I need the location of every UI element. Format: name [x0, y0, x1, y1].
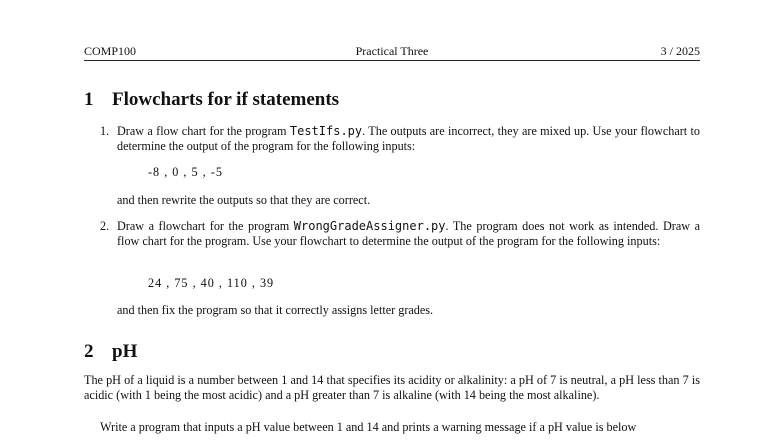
- followup-text: and then fix the program so that it correctly assigns letter grades.: [117, 303, 434, 317]
- list-item-text: Draw a flowchart for the program WrongGradeAssigner.py. The program does not work as intended. Draw a flow chart for the program. Use your flowchart to determine the output of the program for the following inputs:: [117, 219, 700, 248]
- section-title: pH: [112, 341, 138, 362]
- list-item: [100, 219, 700, 249]
- list-item-text: Draw a flow chart for the program TestIfs.py. The outputs are incorrect, they are mixed up. Use your flowchart to determine the output of the program for the following inputs:: [117, 124, 700, 153]
- test-inputs: -8 , 0 , 5 , -5: [148, 165, 223, 179]
- paragraph: Write a program that inputs a pH value between 1 and 14 and prints a warning message if a pH value is below: [100, 420, 637, 434]
- list-item: [100, 124, 700, 154]
- section-number: 2: [84, 341, 94, 362]
- document-title: Practical Three: [355, 44, 429, 58]
- program-filename: WrongGradeAssigner.py: [293, 219, 446, 233]
- document-date: 3 / 2025: [660, 44, 700, 58]
- paragraph: The pH of a liquid is a number between 1 and 14 that specifies its acidity or alkalinity: a pH of 7 is neutral, a pH less than 7 is acidic (with 1 being the most acidic) and a pH greater than 7 is alkaline (with 14 being the most alkaline).: [84, 373, 700, 402]
- section-heading-flowcharts: [84, 89, 339, 111]
- section-heading-ph: [84, 341, 137, 363]
- list-marker: 1.: [100, 124, 110, 138]
- section-number: 1: [84, 89, 94, 110]
- followup-text: and then rewrite the outputs so that they are correct.: [117, 193, 371, 207]
- page-header: [84, 42, 700, 61]
- list-marker: 2.: [100, 219, 110, 233]
- course-code: COMP100: [84, 44, 137, 58]
- test-inputs: 24 , 75 , 40 , 110 , 39: [148, 276, 275, 290]
- program-filename: TestIfs.py: [289, 124, 363, 138]
- section-title: Flowcharts for if statements: [112, 89, 340, 110]
